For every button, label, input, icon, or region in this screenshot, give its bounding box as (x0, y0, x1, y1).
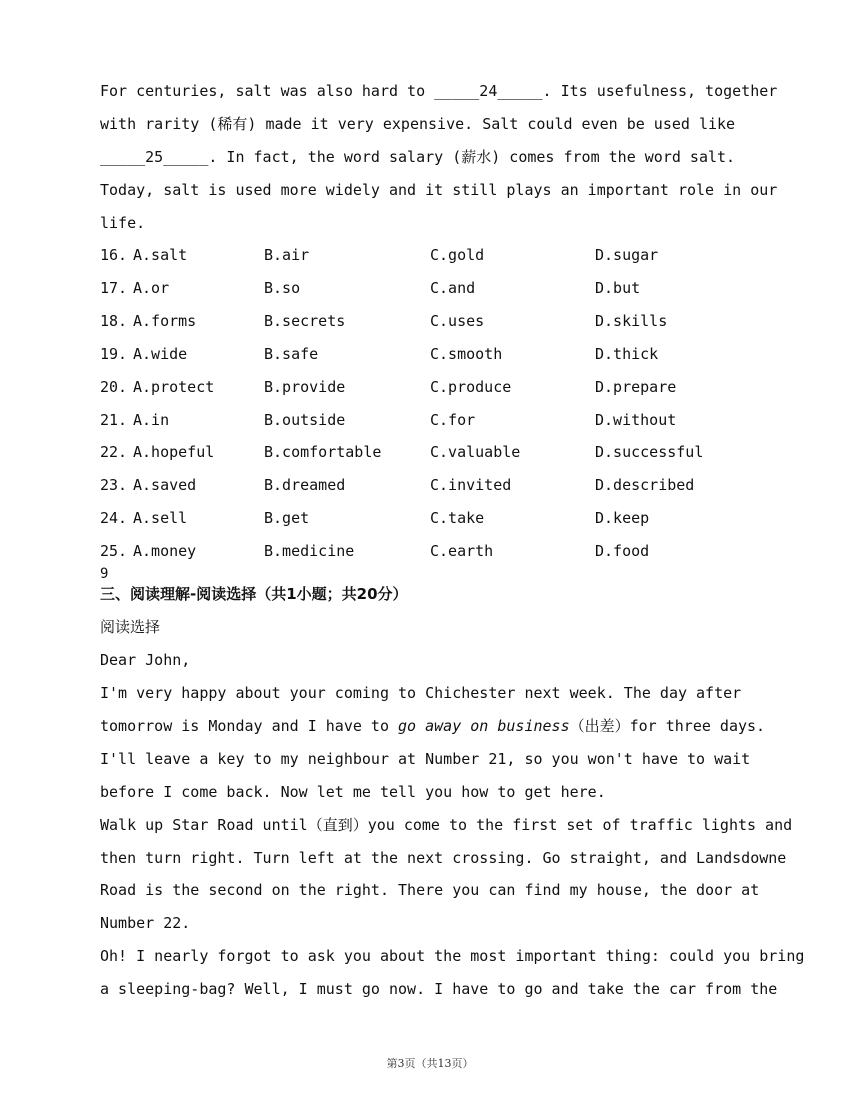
option-b: B.secrets (264, 312, 346, 330)
option-b: B.comfortable (264, 443, 382, 461)
option-d: D.described (595, 476, 695, 494)
letter-line: before I come back. Now let me tell you how to get here. (100, 783, 606, 801)
option-b: B.dreamed (264, 476, 346, 494)
option-d: D.food (595, 542, 650, 560)
question-options-row (100, 541, 780, 561)
question-options-row (100, 377, 780, 397)
option-c: C.and (430, 279, 476, 297)
option-a: A.wide (133, 345, 188, 363)
question-options-row (100, 508, 780, 528)
question-number: 17. (100, 279, 128, 297)
option-b: B.safe (264, 345, 319, 363)
letter-line: I'll leave a key to my neighbour at Number 21, so you won't have to wait (100, 750, 751, 768)
passage-line: _____25_____. In fact, the word salary (薪水) comes from the word salt. (100, 148, 736, 166)
passage-line: Today, salt is used more widely and it still plays an important role in our (100, 181, 778, 199)
letter-italic-phrase: go away on business (398, 717, 570, 735)
letter-line: Walk up Star Road until（直到）you come to the first set of traffic lights and (100, 816, 793, 834)
section-subheading: 阅读选择 (100, 618, 161, 636)
letter-salutation: Dear John, (100, 651, 191, 669)
option-d: D.but (595, 279, 641, 297)
option-b: B.provide (264, 378, 346, 396)
option-d: D.without (595, 411, 677, 429)
option-a: A.forms (133, 312, 197, 330)
option-c: C.invited (430, 476, 512, 494)
option-a: A.saved (133, 476, 197, 494)
option-c: C.for (430, 411, 476, 429)
option-a: A.money (133, 542, 197, 560)
option-c: C.take (430, 509, 485, 527)
option-a: A.salt (133, 246, 188, 264)
question-number: 16. (100, 246, 128, 264)
option-a: A.or (133, 279, 170, 297)
question-number: 21. (100, 411, 128, 429)
question-number: 23. (100, 476, 128, 494)
option-c: C.uses (430, 312, 485, 330)
question-number: 24. (100, 509, 128, 527)
option-b: B.so (264, 279, 301, 297)
option-c: C.earth (430, 542, 494, 560)
option-a: A.in (133, 411, 170, 429)
letter-line: Oh! I nearly forgot to ask you about the most important thing: could you bring (100, 947, 805, 965)
letter-line: then turn right. Turn left at the next crossing. Go straight, and Landsdowne (100, 849, 787, 867)
question-options-row (100, 245, 780, 265)
option-b: B.air (264, 246, 310, 264)
option-a: A.protect (133, 378, 215, 396)
stray-mark: 9 (100, 566, 109, 582)
page-footer: 第3页（共13页） (386, 1057, 474, 1070)
question-number: 19. (100, 345, 128, 363)
option-b: B.medicine (264, 542, 355, 560)
option-d: D.successful (595, 443, 704, 461)
letter-line: a sleeping-bag? Well, I must go now. I have to go and take the car from the (100, 980, 778, 998)
question-options-row (100, 344, 780, 364)
option-d: D.sugar (595, 246, 659, 264)
passage-line: For centuries, salt was also hard to _____24_____. Its usefulness, together (100, 82, 778, 100)
option-c: C.produce (430, 378, 512, 396)
question-options-row (100, 475, 780, 495)
letter-line (100, 716, 780, 736)
question-number: 25. (100, 542, 128, 560)
passage-line: life. (100, 214, 146, 232)
option-b: B.get (264, 509, 310, 527)
option-d: D.skills (595, 312, 668, 330)
question-number: 22. (100, 443, 128, 461)
option-b: B.outside (264, 411, 346, 429)
question-options-row (100, 311, 780, 331)
question-options-row (100, 410, 780, 430)
question-options-row (100, 442, 780, 462)
option-d: D.prepare (595, 378, 677, 396)
option-c: C.smooth (430, 345, 503, 363)
option-d: D.thick (595, 345, 659, 363)
section-heading: 三、阅读理解-阅读选择（共1小题；共20分） (100, 585, 408, 603)
letter-line: Road is the second on the right. There you can find my house, the door at (100, 881, 760, 899)
option-a: A.hopeful (133, 443, 215, 461)
letter-line: Number 22. (100, 914, 191, 932)
option-d: D.keep (595, 509, 650, 527)
question-number: 18. (100, 312, 128, 330)
passage-line: with rarity (稀有) made it very expensive. Salt could even be used like (100, 115, 736, 133)
question-options-row (100, 278, 780, 298)
option-c: C.gold (430, 246, 485, 264)
letter-line: I'm very happy about your coming to Chichester next week. The day after (100, 684, 742, 702)
option-c: C.valuable (430, 443, 521, 461)
option-a: A.sell (133, 509, 188, 527)
letter-text: tomorrow is Monday and I have to (100, 717, 399, 735)
letter-text: （出差）for three days. (569, 717, 766, 735)
question-number: 20. (100, 378, 128, 396)
